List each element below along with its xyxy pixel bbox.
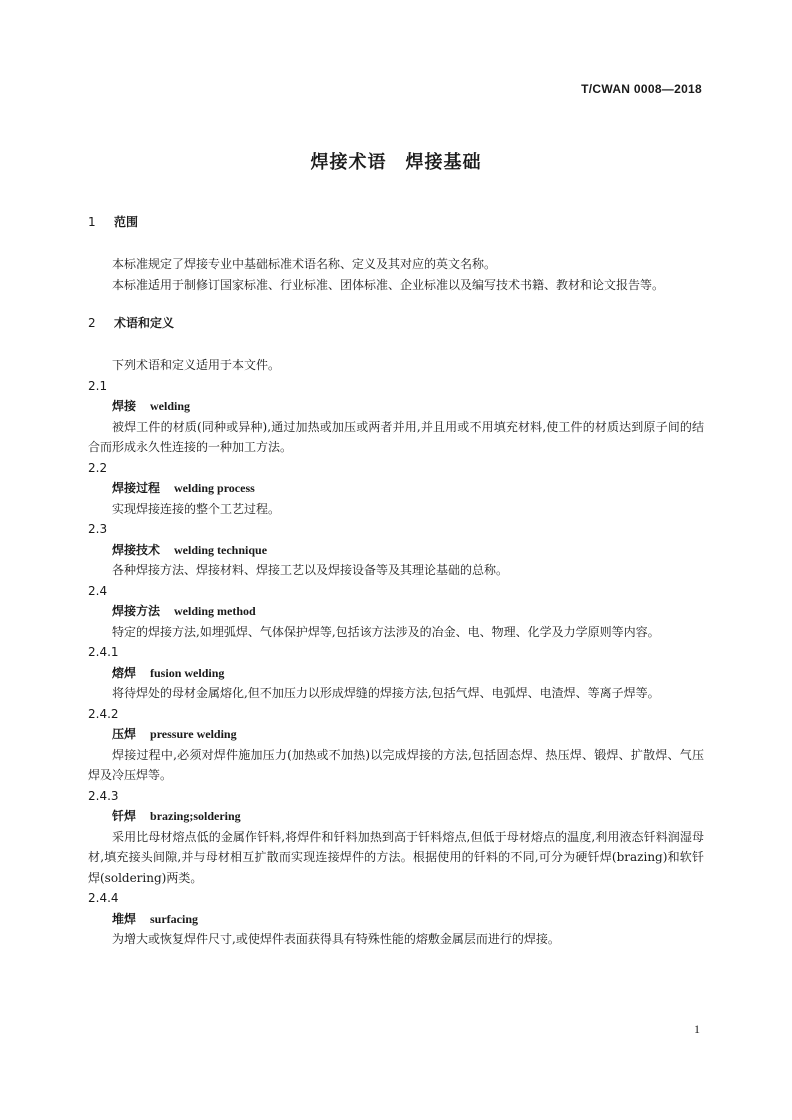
term-english: welding <box>150 399 191 413</box>
term-number: 2.1 <box>88 378 108 393</box>
section-scope <box>88 212 704 295</box>
term-number: 2.4.3 <box>88 788 119 803</box>
term-english: welding process <box>174 481 255 495</box>
term-definition: 采用比母材熔点低的金属作钎料,将焊件和钎料加热到高于钎料熔点,但低于母材熔点的温度,利用液态钎料润湿母材,填充接头间隙,并与母材相互扩散而实现连接焊件的方法。根据使用的钎料的不同,可分为硬钎焊(brazing)和软钎焊(soldering)两类。 <box>88 829 704 885</box>
term-chinese: 堆焊 <box>112 911 137 926</box>
section-terms <box>88 313 704 950</box>
term-number: 2.3 <box>88 522 108 536</box>
term-name <box>88 663 704 684</box>
term-entry <box>88 581 704 643</box>
paragraph: 本标准适用于制修订国家标准、行业标准、团体标准、企业标准以及编写技术书籍、教材和论文报告等。 <box>112 277 665 292</box>
section-heading <box>88 313 704 333</box>
term-english: pressure welding <box>150 727 237 741</box>
term-definition: 各种焊接方法、焊接材料、焊接工艺以及焊接设备等及其理论基础的总称。 <box>112 563 509 577</box>
document-code: T/CWAN 0008—2018 <box>581 82 702 96</box>
term-chinese: 焊接过程 <box>112 481 161 495</box>
term-english: fusion welding <box>150 665 225 680</box>
document-body <box>88 212 704 950</box>
section-heading <box>88 212 704 232</box>
term-number: 2.4 <box>88 583 108 598</box>
term-entry <box>88 376 704 458</box>
term-number: 2.4.1 <box>88 645 119 659</box>
term-name <box>88 909 704 930</box>
term-entry <box>88 786 704 889</box>
term-chinese: 钎焊 <box>112 809 137 823</box>
term-name <box>88 478 704 499</box>
term-number: 2.4.2 <box>88 706 119 721</box>
section-title: 范围 <box>114 215 139 229</box>
term-english: welding technique <box>174 542 268 557</box>
term-definition: 特定的焊接方法,如埋弧焊、气体保护焊等,包括该方法涉及的冶金、电、物理、化学及力学原则等内容。 <box>112 624 660 639</box>
section-number: 2 <box>88 316 96 330</box>
term-entry <box>88 519 704 581</box>
section-intro: 下列术语和定义适用于本文件。 <box>112 358 281 372</box>
term-english: surfacing <box>150 911 199 926</box>
term-entry <box>88 642 704 704</box>
term-chinese: 焊接技术 <box>112 542 161 557</box>
term-entry <box>88 704 704 786</box>
term-chinese: 焊接 <box>112 399 137 413</box>
term-number: 2.4.4 <box>88 891 119 905</box>
term-definition: 焊接过程中,必须对焊件施加压力(加热或不加热)以完成焊接的方法,包括固态焊、热压焊、锻焊、扩散焊、气压焊及冷压焊等。 <box>88 747 704 782</box>
document-title: 焊接术语 焊接基础 <box>310 152 482 173</box>
term-name <box>88 540 704 561</box>
term-entry <box>88 458 704 520</box>
term-english: welding method <box>174 604 256 618</box>
term-name <box>88 601 704 622</box>
term-chinese: 熔焊 <box>112 665 137 680</box>
paragraph: 本标准规定了焊接专业中基础标准术语名称、定义及其对应的英文名称。 <box>112 257 497 271</box>
term-chinese: 焊接方法 <box>112 604 161 618</box>
page-number: 1 <box>694 1022 700 1036</box>
term-name <box>88 724 704 745</box>
section-title: 术语和定义 <box>114 316 175 330</box>
term-number: 2.2 <box>88 460 108 475</box>
term-definition: 实现焊接连接的整个工艺过程。 <box>112 501 281 516</box>
term-english: brazing;soldering <box>150 809 241 823</box>
term-entry <box>88 888 704 950</box>
term-name <box>88 396 704 417</box>
term-chinese: 压焊 <box>112 727 137 741</box>
term-definition: 为增大或恢复焊件尺寸,或使焊件表面获得具有特殊性能的熔敷金属层而进行的焊接。 <box>112 932 560 946</box>
term-definition: 将待焊处的母材金属熔化,但不加压力以形成焊缝的焊接方法,包括气焊、电弧焊、电渣焊、等离子焊等。 <box>112 686 660 700</box>
term-definition: 被焊工件的材质(同种或异种),通过加热或加压或两者并用,并且用或不用填充材料,使工件的材质达到原子间的结合而形成永久性连接的一种加工方法。 <box>88 419 704 454</box>
section-number: 1 <box>88 215 96 229</box>
term-name <box>88 806 704 827</box>
